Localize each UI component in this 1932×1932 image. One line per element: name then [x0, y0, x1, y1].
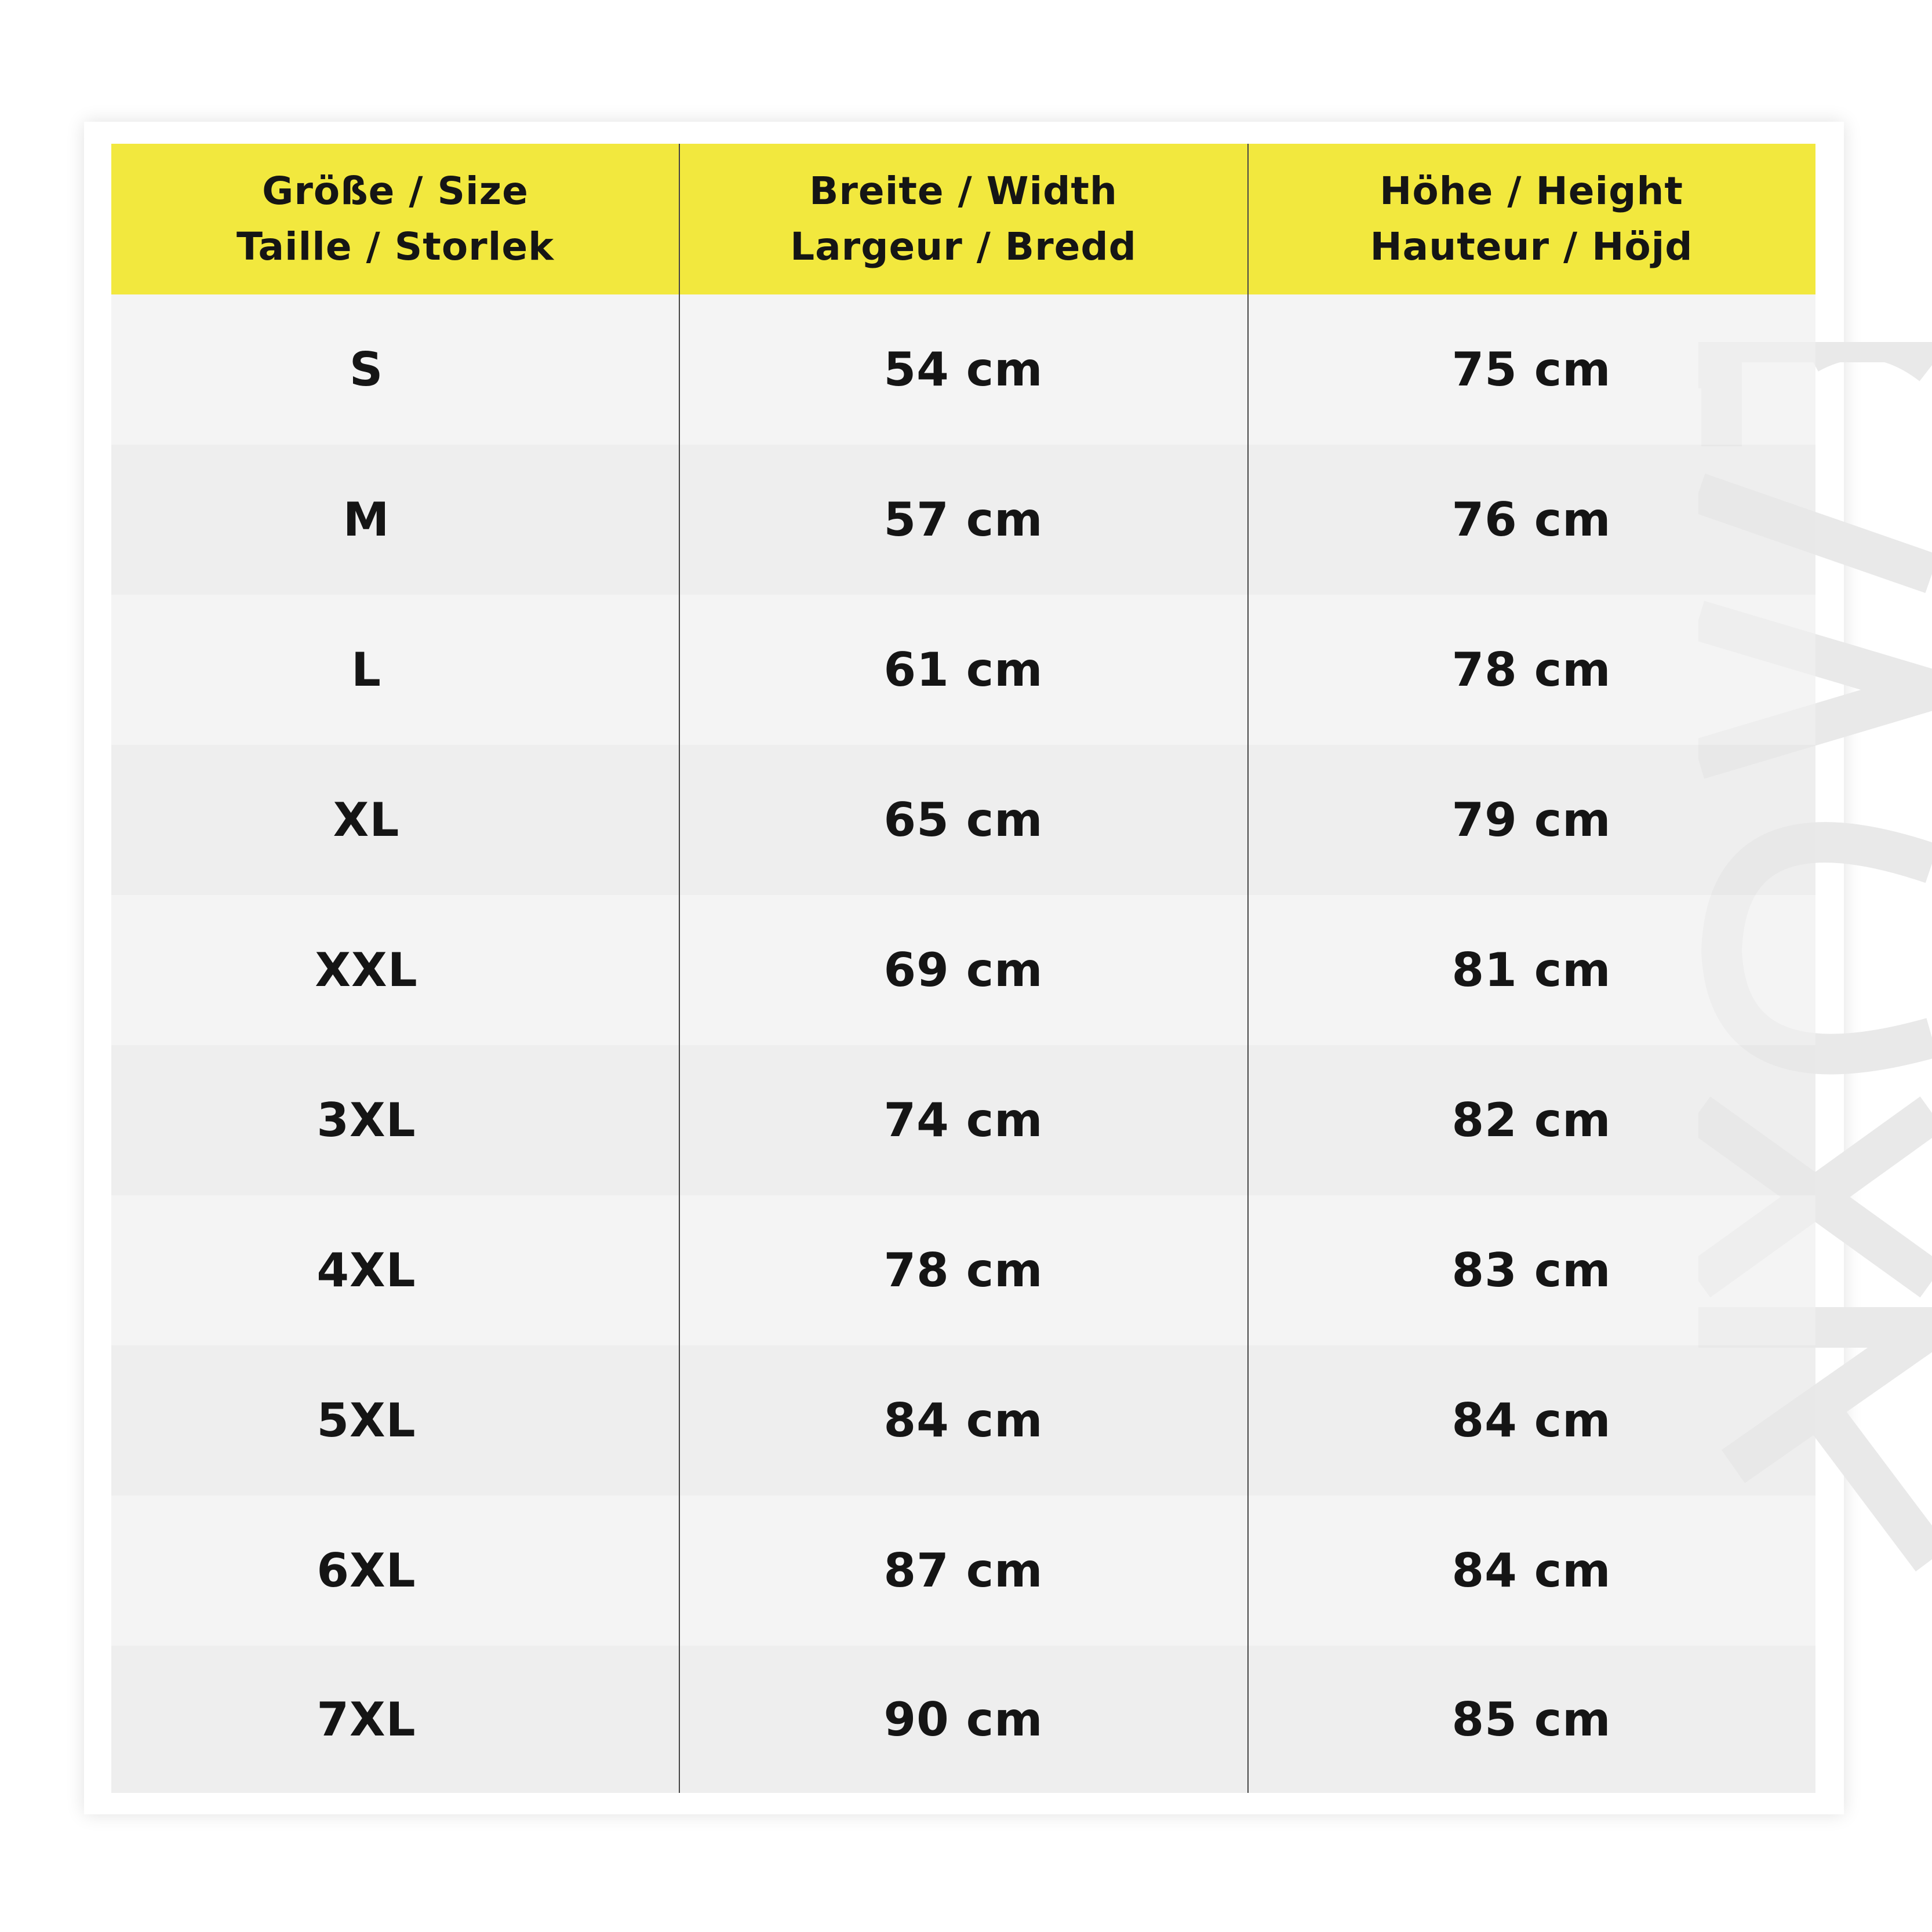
- column-divider: [1247, 144, 1249, 1793]
- height-cell: 76 cm: [1451, 493, 1611, 547]
- height-cell: 82 cm: [1451, 1093, 1611, 1147]
- size-cell: XL: [333, 793, 400, 847]
- height-cell: 79 cm: [1451, 793, 1611, 847]
- header-width-line1: Breite / Width: [809, 169, 1118, 213]
- size-cell: L: [351, 643, 381, 697]
- size-cell: 6XL: [316, 1544, 416, 1598]
- header-size-line2: Taille / Storlek: [237, 224, 554, 269]
- header-width: [679, 144, 1247, 294]
- size-cell: XXL: [315, 943, 418, 997]
- width-cell: 90 cm: [883, 1692, 1043, 1747]
- height-cell: 84 cm: [1451, 1544, 1611, 1598]
- width-cell: 78 cm: [883, 1243, 1043, 1297]
- size-cell: 4XL: [316, 1243, 416, 1297]
- height-cell: 81 cm: [1451, 943, 1611, 997]
- table-row: [111, 1646, 1815, 1793]
- table-header-row: [111, 144, 1815, 294]
- height-cell: 84 cm: [1451, 1393, 1611, 1447]
- height-cell: 85 cm: [1451, 1692, 1611, 1747]
- width-cell: 87 cm: [883, 1544, 1043, 1598]
- header-size: [111, 144, 679, 294]
- header-size-line1: Größe / Size: [262, 169, 529, 213]
- table-row: [111, 1045, 1815, 1195]
- table-row: [111, 1195, 1815, 1345]
- height-cell: 78 cm: [1451, 643, 1611, 697]
- size-cell: 7XL: [316, 1692, 416, 1747]
- column-divider: [679, 144, 680, 1793]
- table-row: [111, 745, 1815, 895]
- width-cell: 74 cm: [883, 1093, 1043, 1147]
- height-cell: 83 cm: [1451, 1243, 1611, 1297]
- header-width-line2: Largeur / Bredd: [790, 224, 1137, 269]
- width-cell: 54 cm: [883, 343, 1043, 396]
- table-row: [111, 1345, 1815, 1496]
- size-cell: S: [349, 343, 384, 396]
- table-row: [111, 445, 1815, 595]
- width-cell: 57 cm: [883, 493, 1043, 547]
- table-row: [111, 895, 1815, 1045]
- width-cell: 65 cm: [883, 793, 1043, 847]
- width-cell: 69 cm: [883, 943, 1043, 997]
- size-table: [111, 144, 1815, 1793]
- table-row: [111, 1496, 1815, 1646]
- table-row: [111, 294, 1815, 445]
- table-row: [111, 595, 1815, 745]
- header-height-line1: Höhe / Height: [1380, 169, 1683, 213]
- width-cell: 84 cm: [883, 1393, 1043, 1447]
- header-height: [1259, 144, 1804, 294]
- header-height-line2: Hauteur / Höjd: [1370, 224, 1693, 269]
- size-cell: M: [343, 493, 390, 547]
- width-cell: 61 cm: [883, 643, 1043, 697]
- height-cell: 75 cm: [1451, 343, 1611, 396]
- size-cell: 5XL: [316, 1393, 416, 1447]
- size-cell: 3XL: [316, 1093, 416, 1147]
